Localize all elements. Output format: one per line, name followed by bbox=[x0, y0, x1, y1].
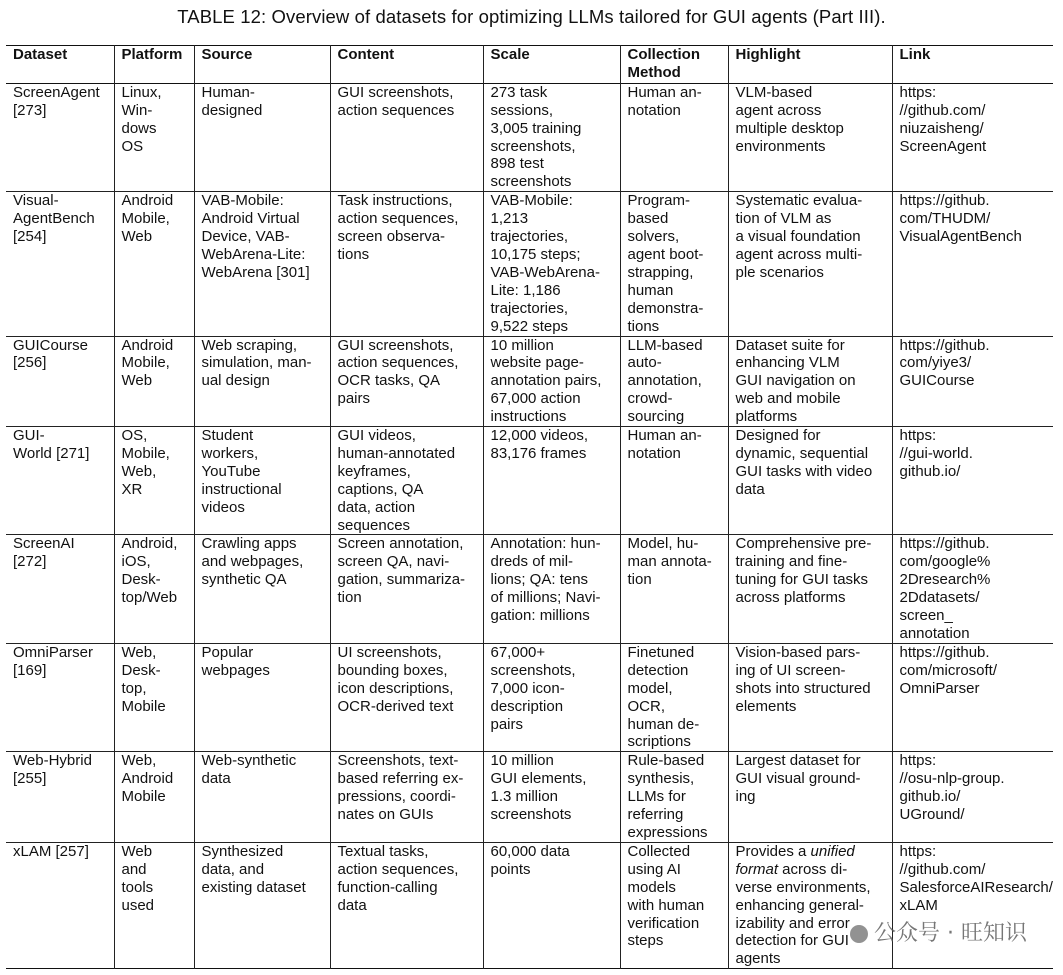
cell-platform: Android Mobile, Web bbox=[114, 336, 194, 427]
cell-highlight: Provides a unified format across di- verse environments, enhancing general- izability and error detection for GUI agents bbox=[728, 842, 892, 968]
cell-content: Textual tasks, action sequences, function-calling data bbox=[330, 842, 483, 968]
cell-dataset: Web-Hybrid [255] bbox=[13, 752, 92, 788]
cell-link[interactable]: https: //gui-world. github.io/ bbox=[892, 427, 1053, 535]
cell-source: Web-synthetic data bbox=[194, 752, 330, 843]
cell-content: GUI screenshots, action sequences, OCR tasks, QA pairs bbox=[330, 336, 483, 427]
cell-highlight: Largest dataset for GUI visual ground- ing bbox=[728, 752, 892, 843]
cell-dataset: OmniParser [169] bbox=[13, 643, 94, 679]
cell-scale: 273 task sessions, 3,005 training screenshots, 898 test screenshots bbox=[483, 83, 620, 191]
cell-platform: Web and tools used bbox=[114, 842, 194, 968]
col-scale: Scale bbox=[483, 46, 620, 84]
cell-dataset: ScreenAI [272] bbox=[13, 535, 75, 571]
cell-dataset: GUI- World [271] bbox=[13, 427, 90, 462]
cell-method: Human an- notation bbox=[620, 427, 728, 535]
cell-method: LLM-based auto- annotation, crowd- sourcing bbox=[620, 336, 728, 427]
cell-method: Model, hu- man annota- tion bbox=[620, 535, 728, 643]
col-highlight: Highlight bbox=[728, 46, 892, 84]
cell-link[interactable]: https: //osu-nlp-group. github.io/ UGround/ bbox=[892, 752, 1053, 843]
table-row bbox=[6, 336, 1053, 427]
cell-scale: 60,000 data points bbox=[483, 842, 620, 968]
cell-method: Finetuned detection model, OCR, human de- scriptions bbox=[620, 643, 728, 751]
col-source: Source bbox=[194, 46, 330, 84]
cell-highlight: Dataset suite for enhancing VLM GUI navigation on web and mobile platforms bbox=[728, 336, 892, 427]
cell-dataset: xLAM [257] bbox=[13, 842, 89, 860]
cell-method: Rule-based synthesis, LLMs for referring expressions bbox=[620, 752, 728, 843]
col-platform: Platform bbox=[114, 46, 194, 84]
table-row bbox=[6, 83, 1053, 191]
cell-platform: Web, Desk- top, Mobile bbox=[114, 643, 194, 751]
cell-content: Screenshots, text- based referring ex- pressions, coordi- nates on GUIs bbox=[330, 752, 483, 843]
cell-scale: 67,000+ screenshots, 7,000 icon- description pairs bbox=[483, 643, 620, 751]
cell-highlight: Comprehensive pre- training and fine- tuning for GUI tasks across platforms bbox=[728, 535, 892, 643]
cell-highlight: VLM-based agent across multiple desktop environments bbox=[728, 83, 892, 191]
table-row bbox=[6, 535, 1053, 643]
cell-link[interactable]: https://github. com/yiye3/ GUICourse bbox=[892, 336, 1053, 427]
col-link: Link bbox=[892, 46, 1053, 84]
table-row bbox=[6, 842, 1053, 968]
cell-content: UI screenshots, bounding boxes, icon descriptions, OCR-derived text bbox=[330, 643, 483, 751]
cell-dataset: Visual- AgentBench [254] bbox=[13, 192, 95, 246]
cell-source: Popular webpages bbox=[194, 643, 330, 751]
cell-content: Task instructions, action sequences, screen observa- tions bbox=[330, 192, 483, 336]
cell-link[interactable]: https: //github.com/ SalesforceAIResearch/ xLAM bbox=[892, 842, 1053, 968]
cell-scale: Annotation: hun- dreds of mil- lions; QA: tens of millions; Navi- gation: millions bbox=[483, 535, 620, 643]
cell-highlight: Systematic evalua- tion of VLM as a visual foundation agent across multi- ple scenarios bbox=[728, 192, 892, 336]
cell-link[interactable]: https://github. com/THUDM/ VisualAgentBench bbox=[892, 192, 1053, 336]
cell-source: Human- designed bbox=[194, 83, 330, 191]
cell-scale: 12,000 videos, 83,176 frames bbox=[483, 427, 620, 535]
cell-content: Screen annotation, screen QA, navi- gation, summariza- tion bbox=[330, 535, 483, 643]
cell-source: Student workers, YouTube instructional videos bbox=[194, 427, 330, 535]
cell-highlight: Designed for dynamic, sequential GUI tasks with video data bbox=[728, 427, 892, 535]
table-row bbox=[6, 643, 1053, 751]
cell-platform: Android, iOS, Desk- top/Web bbox=[114, 535, 194, 643]
cell-link[interactable]: https: //github.com/ niuzaisheng/ ScreenAgent bbox=[892, 83, 1053, 191]
cell-dataset: ScreenAgent [273] bbox=[13, 83, 100, 119]
cell-scale: 10 million GUI elements, 1.3 million screenshots bbox=[483, 752, 620, 843]
cell-method: Collected using AI models with human verification steps bbox=[620, 842, 728, 968]
table-row bbox=[6, 192, 1053, 336]
cell-source: Crawling apps and webpages, synthetic QA bbox=[194, 535, 330, 643]
table-row bbox=[6, 752, 1053, 843]
cell-content: GUI videos, human-annotated keyframes, captions, QA data, action sequences bbox=[330, 427, 483, 535]
emphasis: unified format bbox=[735, 842, 855, 878]
cell-scale: VAB-Mobile: 1,213 trajectories, 10,175 steps; VAB-WebArena- Lite: 1,186 trajectories, 9,522 steps bbox=[483, 192, 620, 336]
cell-link[interactable]: https://github. com/microsoft/ OmniParser bbox=[892, 643, 1053, 751]
cell-highlight: Vision-based pars- ing of UI screen- shots into structured elements bbox=[728, 643, 892, 751]
cell-platform: Linux, Win- dows OS bbox=[114, 83, 194, 191]
col-collection-method: Collection Method bbox=[620, 46, 728, 84]
datasets-table bbox=[6, 45, 1053, 969]
cell-source: Synthesized data, and existing dataset bbox=[194, 842, 330, 968]
cell-platform: Web, Android Mobile bbox=[114, 752, 194, 843]
cell-platform: Android Mobile, Web bbox=[114, 192, 194, 336]
cell-link[interactable]: https://github. com/google% 2Dresearch% 2Ddatasets/ screen_ annotation bbox=[892, 535, 1053, 643]
cell-platform: OS, Mobile, Web, XR bbox=[114, 427, 194, 535]
cell-scale: 10 million website page- annotation pairs, 67,000 action instructions bbox=[483, 336, 620, 427]
wechat-icon bbox=[850, 925, 868, 943]
cell-content: GUI screenshots, action sequences bbox=[330, 83, 483, 191]
watermark bbox=[850, 916, 1027, 947]
col-dataset: Dataset bbox=[13, 46, 68, 63]
cell-source: Web scraping, simulation, man- ual design bbox=[194, 336, 330, 427]
cell-method: Human an- notation bbox=[620, 83, 728, 191]
table-row bbox=[6, 427, 1053, 535]
cell-method: Program- based solvers, agent boot- strapping, human demonstra- tions bbox=[620, 192, 728, 336]
col-content: Content bbox=[330, 46, 483, 84]
header-row bbox=[6, 46, 1053, 84]
watermark-text: 公众号 · 旺知识 bbox=[874, 921, 1027, 946]
table-caption: TABLE 12: Overview of datasets for optimizing LLMs tailored for GUI agents (Part III). bbox=[177, 6, 886, 27]
cell-dataset: GUICourse [256] bbox=[13, 336, 89, 372]
cell-source: VAB-Mobile: Android Virtual Device, VAB- WebArena-Lite: WebArena [301] bbox=[194, 192, 330, 336]
